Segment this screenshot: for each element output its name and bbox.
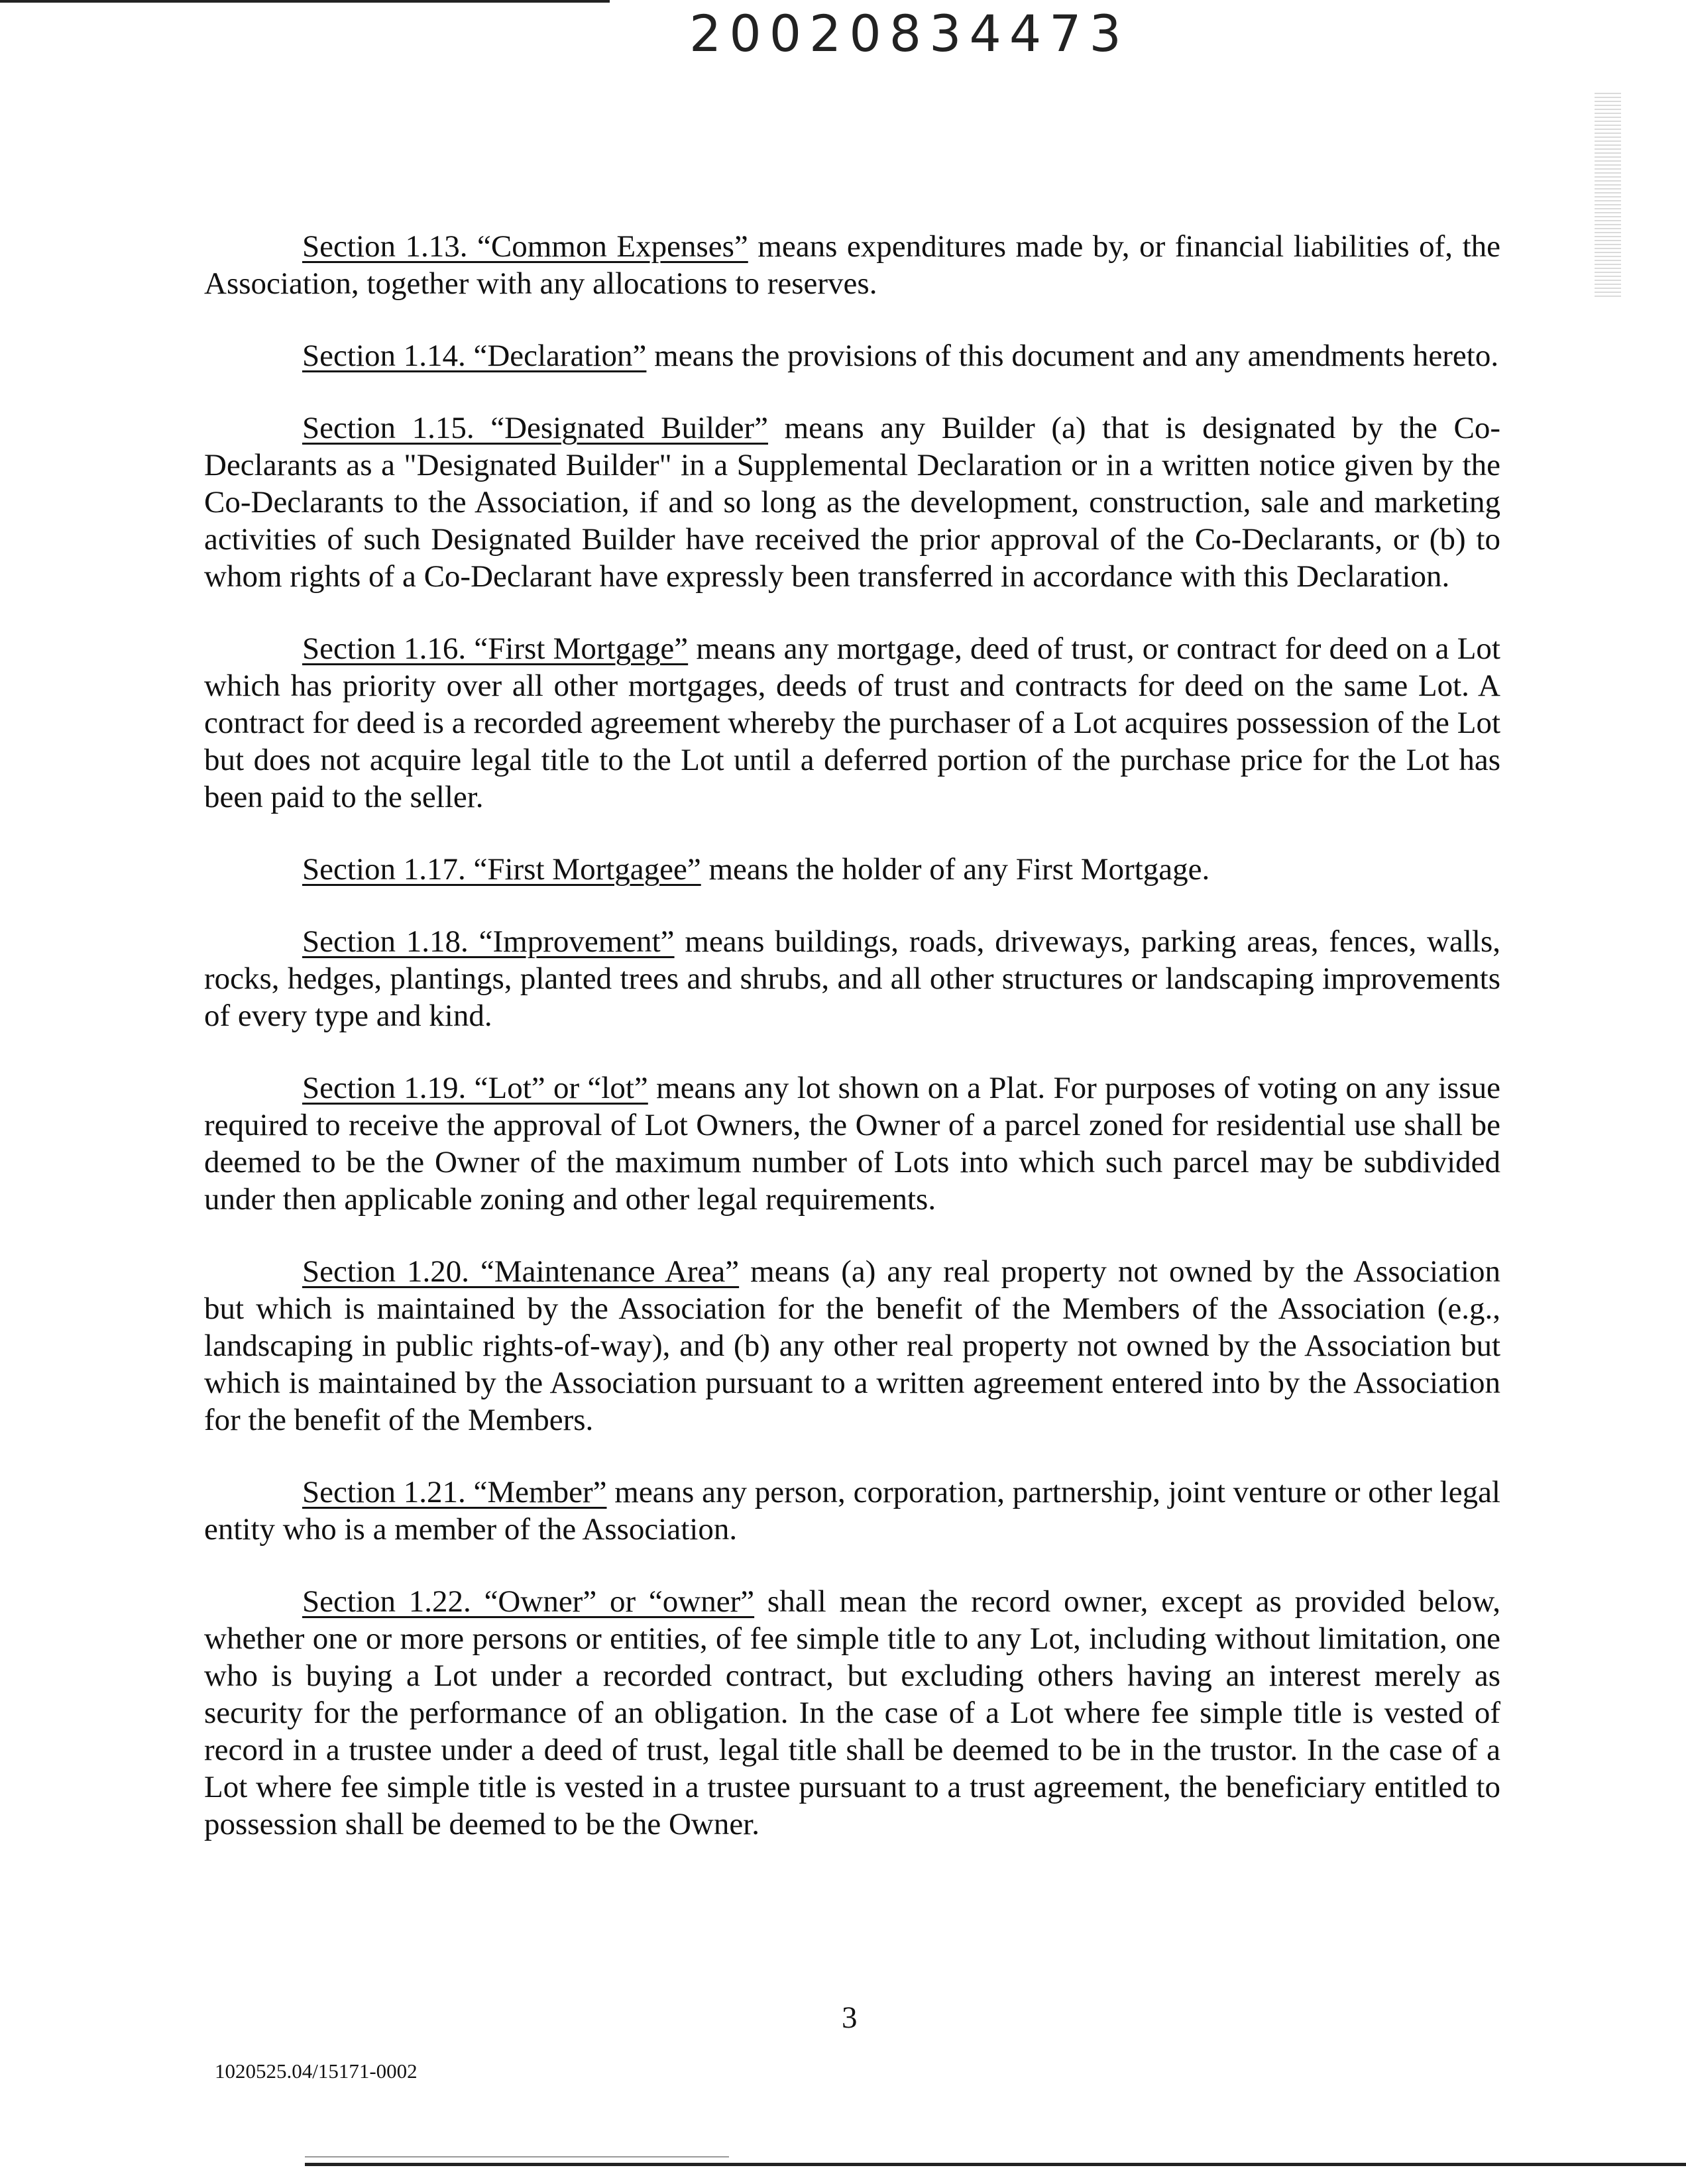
section-heading: Section 1.22. “Owner” or “owner” [302, 1584, 755, 1619]
top-border-line [0, 0, 610, 3]
section-heading: Section 1.13. “Common Expenses” [302, 229, 748, 264]
section-text: means the holder of any First Mortgage. [701, 852, 1210, 887]
section-heading: Section 1.16. “First Mortgage” [302, 631, 689, 666]
section-1-22 [204, 1583, 1500, 1843]
section-text: means (a) any real property not owned by the Association but which is maintained by the Association for the benefit of the Members of the Association (e.g., landscaping in public rights-of-way), and (b) any other real property not owned by the Association but which is maintained by the Association pursuant to a written agreement entered into by the Association for the benefit of the Members. [204, 1254, 1500, 1437]
document-code: 1020525.04/15171-0002 [215, 2059, 418, 2083]
section-heading: Section 1.17. “First Mortgagee” [302, 852, 701, 887]
section-heading: Section 1.19. “Lot” or “lot” [302, 1071, 648, 1105]
bottom-border-line [305, 2163, 1686, 2166]
bottom-faint-line [305, 2156, 729, 2157]
section-text: means any mortgage, deed of trust, or contract for deed on a Lot which has priority over all other mortgages, deeds of trust and contracts for deed on the same Lot. A contract for deed is a recorded agreement whereby the purchaser of a Lot acquires possession of the Lot but does not acquire legal title to the Lot until a deferred portion of the purchase price for the Lot has been paid to the seller. [204, 631, 1500, 814]
section-1-20 [204, 1253, 1500, 1439]
section-text: shall mean the record owner, except as provided below, whether one or more persons or entities, of fee simple title to any Lot, including without limitation, one who is buying a Lot under a recorded contract, but excluding others having an interest merely as security for the performance of an obligation. In the case of a Lot where fee simple title is vested of record in a trustee under a deed of trust, legal title shall be deemed to be in the trustor. In the case of a Lot where fee simple title is vested in a trustee pursuant to a trust agreement, the beneficiary entitled to possession shall be deemed to be the Owner. [204, 1584, 1501, 1841]
section-heading: Section 1.14. “Declaration” [302, 339, 647, 373]
section-1-15 [204, 410, 1500, 595]
section-1-17 [204, 851, 1500, 888]
section-text: means any lot shown on a Plat. For purposes of voting on any issue required to receive the approval of Lot Owners, the Owner of a parcel zoned for residential use shall be deemed to be the Owner of the maximum number of Lots into which such parcel may be subdivided under then applicable zoning and other legal requirements. [204, 1071, 1500, 1217]
section-heading: Section 1.15. “Designated Builder” [302, 411, 768, 445]
document-number: 20020834473 [689, 4, 1129, 63]
section-heading: Section 1.21. “Member” [302, 1475, 607, 1509]
section-heading: Section 1.18. “Improvement” [302, 924, 675, 959]
section-text: means the provisions of this document and any amendments hereto. [646, 339, 1499, 373]
section-text: means expenditures made by, or financial liabilities of, the Association, together with any allocations to reserves. [204, 229, 1500, 301]
section-1-21 [204, 1474, 1500, 1548]
margin-stamp-mark [1595, 93, 1621, 298]
section-1-18 [204, 923, 1500, 1034]
section-text: means any Builder (a) that is designated by the Co-Declarants as a "Designated Builder" in a Supplemental Declaration or in a written notice given by the Co-Declarants to the Association, if and so long as the development, construction, sale and marketing activities of such Designated Builder have received the prior approval of the Co-Declarants, or (b) to whom rights of a Co-Declarant have expressly been transferred in accordance with this Declaration. [204, 411, 1501, 594]
section-heading: Section 1.20. “Maintenance Area” [302, 1254, 740, 1289]
section-text: means buildings, roads, driveways, parking areas, fences, walls, rocks, hedges, plantings, planted trees and shrubs, and all other structures or landscaping improvements of every type and kind. [204, 924, 1500, 1033]
page-number: 3 [842, 2000, 858, 2035]
section-1-19 [204, 1069, 1500, 1218]
section-1-13 [204, 228, 1500, 302]
document-body [204, 228, 1500, 1878]
section-1-14 [204, 337, 1500, 374]
section-text: means any person, corporation, partnership, joint venture or other legal entity who is a member of the Association. [204, 1475, 1500, 1547]
section-1-16 [204, 630, 1500, 816]
